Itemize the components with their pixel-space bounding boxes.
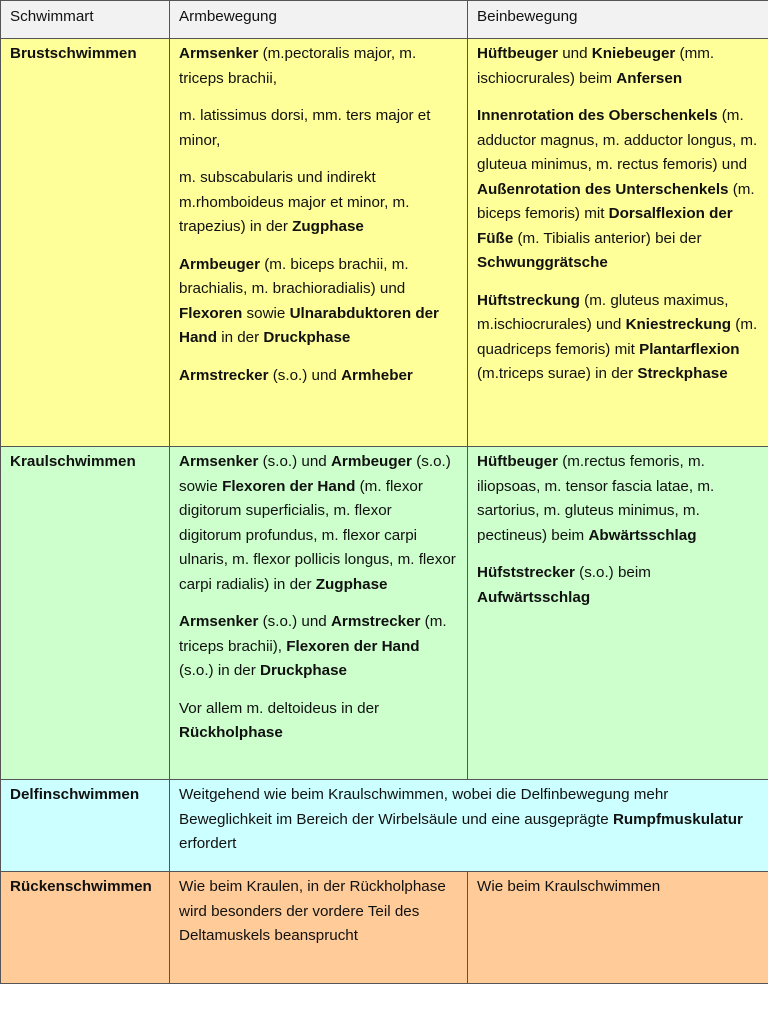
bold-term: Zugphase [292, 218, 364, 235]
bold-term: Rumpfmuskulatur [612, 810, 743, 828]
text-run: m. latissimus dorsi, mm. ters major et minor, [179, 107, 431, 149]
text-run: (m. quadriceps femoris) mit [477, 316, 758, 358]
cell-paragraph [477, 875, 759, 900]
text-run: (m. Tibialis anterior) bei der [513, 229, 702, 247]
row-name-cell: Kraulschwimmen [1, 447, 170, 780]
bold-term: Druckphase [263, 329, 351, 346]
bold-term: Armsenker [179, 45, 259, 62]
cell-paragraph [477, 42, 759, 91]
cell-paragraph [179, 875, 458, 949]
bold-term: Armsenker [179, 453, 259, 470]
bold-term: Außenrotation des Unterschenkels [477, 180, 729, 198]
header-cell-beinbewegung: Beinbewegung [468, 1, 768, 39]
cell-paragraph [179, 42, 458, 91]
table-row [1, 872, 768, 984]
cell-paragraph [179, 364, 458, 389]
cell-paragraph [477, 289, 759, 387]
text-run: (m. flexor digitorum superficialis, m. flexor digitorum profundus, m. flexor carpi ulnaris, m. flexor pollicis longus, m. flexor carpi radialis) in der [179, 477, 456, 593]
text-run: sowie [242, 304, 290, 322]
text-run: Weitgehend wie beim Kraulschwimmen, wobei die Delfinbewegung mehr Beweglichkeit im Bereich der Wirbelsäule und eine ausgeprägte [179, 786, 669, 828]
merged-cell [170, 780, 768, 872]
text-run: (s.o.) und [258, 453, 331, 470]
bold-term: Dorsalflexion der Füße [477, 205, 733, 247]
text-run: in der [216, 329, 264, 346]
text-run: (m.pectoralis major, m. triceps brachii, [179, 45, 417, 87]
cell-paragraph [179, 253, 458, 351]
bold-term: Druckphase [260, 662, 347, 679]
header-cell-schwimmart: Schwimmart [1, 1, 170, 39]
cell-paragraph [477, 450, 759, 548]
bold-term: Rückholphase [179, 724, 283, 741]
text-run: (s.o.) beim [574, 564, 651, 581]
arm-cell [170, 447, 468, 780]
text-run: (m. triceps brachii), [179, 613, 447, 655]
text-run: (m.rectus femoris, m. iliopsoas, m. tensor fascia latae, m. sartorius, m. gluteus minimus, m. pectineus) beim [477, 453, 715, 544]
bold-term: Streckphase [637, 365, 728, 382]
bold-term: Armstrecker [330, 613, 421, 630]
text-run: (s.o.) sowie [179, 453, 451, 495]
cell-paragraph [179, 104, 458, 153]
text-run: (m. adductor magnus, m. adductor longus, m. gluteua minimus, m. rectus femoris) und [477, 107, 758, 173]
row-name-cell: Rückenschwimmen [1, 872, 170, 984]
table-row [1, 39, 768, 447]
cell-paragraph [179, 166, 458, 240]
bold-term: Zugphase [315, 575, 388, 593]
bold-term: Innenrotation des Oberschenkels [477, 107, 718, 124]
bold-term: Hüfststrecker [477, 564, 575, 581]
text-run: und [558, 45, 592, 62]
row-name-cell: Delfinschwimmen [1, 780, 170, 872]
bold-term: Kniestreckung [625, 316, 732, 333]
text-run: (mm. ischiocrurales) beim [477, 45, 715, 87]
cell-paragraph [179, 610, 458, 684]
text-run: (s.o.) und [258, 613, 331, 630]
bold-term: Schwunggrätsche [477, 254, 608, 271]
bold-term: Ulnarabduktoren der Hand [179, 304, 439, 346]
cell-paragraph [477, 104, 759, 276]
arm-cell [170, 872, 468, 984]
arm-cell [170, 39, 468, 447]
bold-term: Hüftstreckung [477, 291, 580, 309]
text-run: Vor allem m. deltoideus in der [179, 699, 380, 717]
cell-paragraph [179, 450, 458, 597]
bold-term: Armsenker [179, 613, 259, 630]
bold-term: Flexoren der Hand [222, 477, 356, 495]
text-run: m. subscabularis und indirekt m.rhomboideus major et minor, m. trapezius) in der [179, 169, 410, 235]
row-name-cell: Brustschwimmen [1, 39, 170, 447]
text-run: (s.o.) in der [179, 662, 261, 679]
bold-term: Hüftbeuger [477, 453, 558, 470]
bold-term: Flexoren der Hand [286, 637, 420, 655]
bold-term: Armstrecker [179, 366, 269, 384]
bold-term: Flexoren [179, 304, 243, 322]
cell-paragraph [179, 697, 458, 746]
cell-paragraph [477, 561, 759, 610]
bold-term: Plantarflexion [639, 340, 740, 358]
cell-paragraph [179, 783, 759, 857]
bold-term: Abwärtsschlag [588, 526, 697, 544]
text-run: erfordert [179, 835, 237, 852]
text-run: (s.o.) und [268, 366, 342, 384]
text-run: (m. biceps brachii, m. brachialis, m. brachioradialis) und [179, 255, 409, 297]
bold-term: Aufwärtsschlag [477, 588, 591, 606]
bold-term: Anfersen [616, 69, 683, 87]
text-run: (m. biceps femoris) mit [477, 180, 755, 222]
bold-term: Armbeuger [179, 255, 261, 273]
bold-term: Armbeuger [330, 453, 412, 470]
text-run: (m.triceps surae) in der [477, 365, 638, 382]
text-run: (m. gluteus maximus, m.ischiocrurales) und [477, 291, 729, 333]
header-cell-armbewegung: Armbewegung [170, 1, 468, 39]
bold-term: Armheber [341, 366, 413, 384]
table-row [1, 780, 768, 872]
table-row [1, 447, 768, 780]
leg-cell [468, 39, 768, 447]
leg-cell [468, 872, 768, 984]
bold-term: Hüftbeuger [477, 45, 558, 62]
text-run: Wie beim Kraulschwimmen [477, 878, 661, 895]
header-row [1, 1, 768, 39]
text-run: Wie beim Kraulen, in der Rückholphase wird besonders der vordere Teil des Deltamuskels beansprucht [179, 878, 446, 944]
leg-cell [468, 447, 768, 780]
bold-term: Kniebeuger [591, 45, 676, 62]
